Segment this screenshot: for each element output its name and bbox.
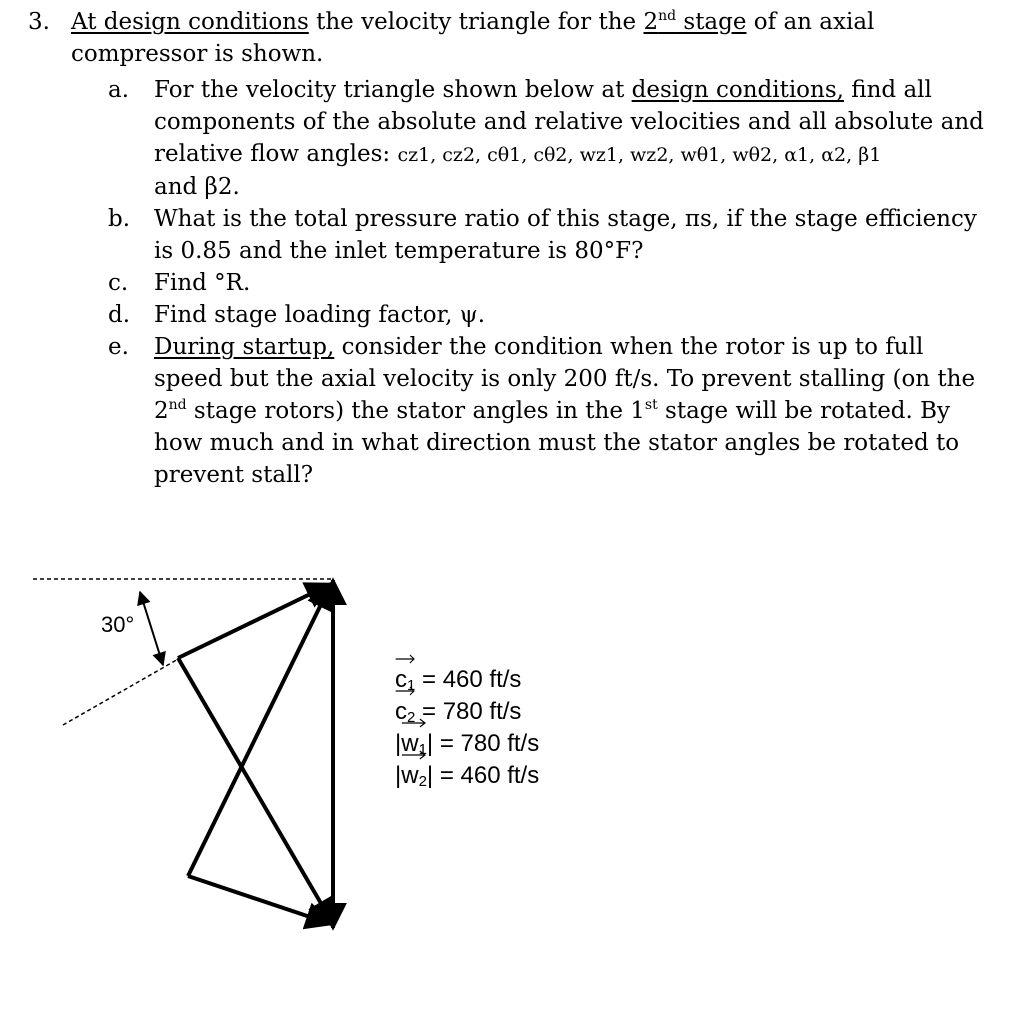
angle-arrow [140, 592, 163, 665]
vector-symbol-w1: $w_1$ [401, 728, 427, 760]
w1-vector [178, 658, 333, 924]
part-e: e. During startup, consider the condition when the rotor is up to full speed but the axial velocity is only 200 ft/s. To prevent stalling (on the 2nd stage rotors) the stator angles in the 1st stage will be rotated. By how much and in what direction must the stator angles be rotated to prevent stall? [108, 334, 976, 488]
question-text: At design conditions the velocity triangle for the 2nd stage of an axial compressor is shown. [71, 8, 875, 67]
vector-symbol-c2: $c_2$ [395, 696, 415, 728]
part-c: c. Find °R. [108, 270, 251, 296]
vector-symbol-w2: $w_2$ [401, 760, 427, 792]
part-b: b. What is the total pressure ratio of this stage, πs, if the stage efficiency is 0.85 and the inlet temperature is 80°F? [108, 206, 977, 264]
question-number: 3. [28, 9, 50, 35]
vector-symbol-c1: $c_1$ [395, 664, 415, 696]
stage-underlined: 2nd stage [643, 8, 747, 35]
flow-angle-symbols: cz1, cz2, cθ1, cθ2, wz1, wz2, wθ1, wθ2, α1, α2, β1 [397, 144, 882, 166]
legend-row-w1: $|w_1$ | = 780 ft/s [395, 728, 539, 760]
reference-dashed-line-angled [63, 658, 180, 725]
legend-row-w2: $|w_2$ | = 460 ft/s [395, 760, 539, 792]
legend-row-c1: $c_1$ = 460 ft/s [395, 664, 539, 696]
c1-vector [178, 584, 331, 658]
design-conditions-underlined: At design conditions [71, 9, 309, 35]
velocity-legend [395, 664, 539, 792]
angle-label: 30° [101, 612, 135, 637]
legend-row-c2: $c_2$ = 780 ft/s [395, 696, 539, 728]
velocity-triangle-diagram [0, 560, 420, 960]
part-d: d. Find stage loading factor, ψ. [108, 302, 486, 328]
c2-vector [188, 584, 331, 876]
question-parts [108, 74, 988, 491]
part-a: a. For the velocity triangle shown below at design conditions, find all components of the absolute and relative velocities and all absolute and relative flow angles: cz1, cz2, cθ1, cθ2, wz1, wz2, wθ1, wθ2, α1, α2, β1 and β2. [108, 77, 984, 200]
